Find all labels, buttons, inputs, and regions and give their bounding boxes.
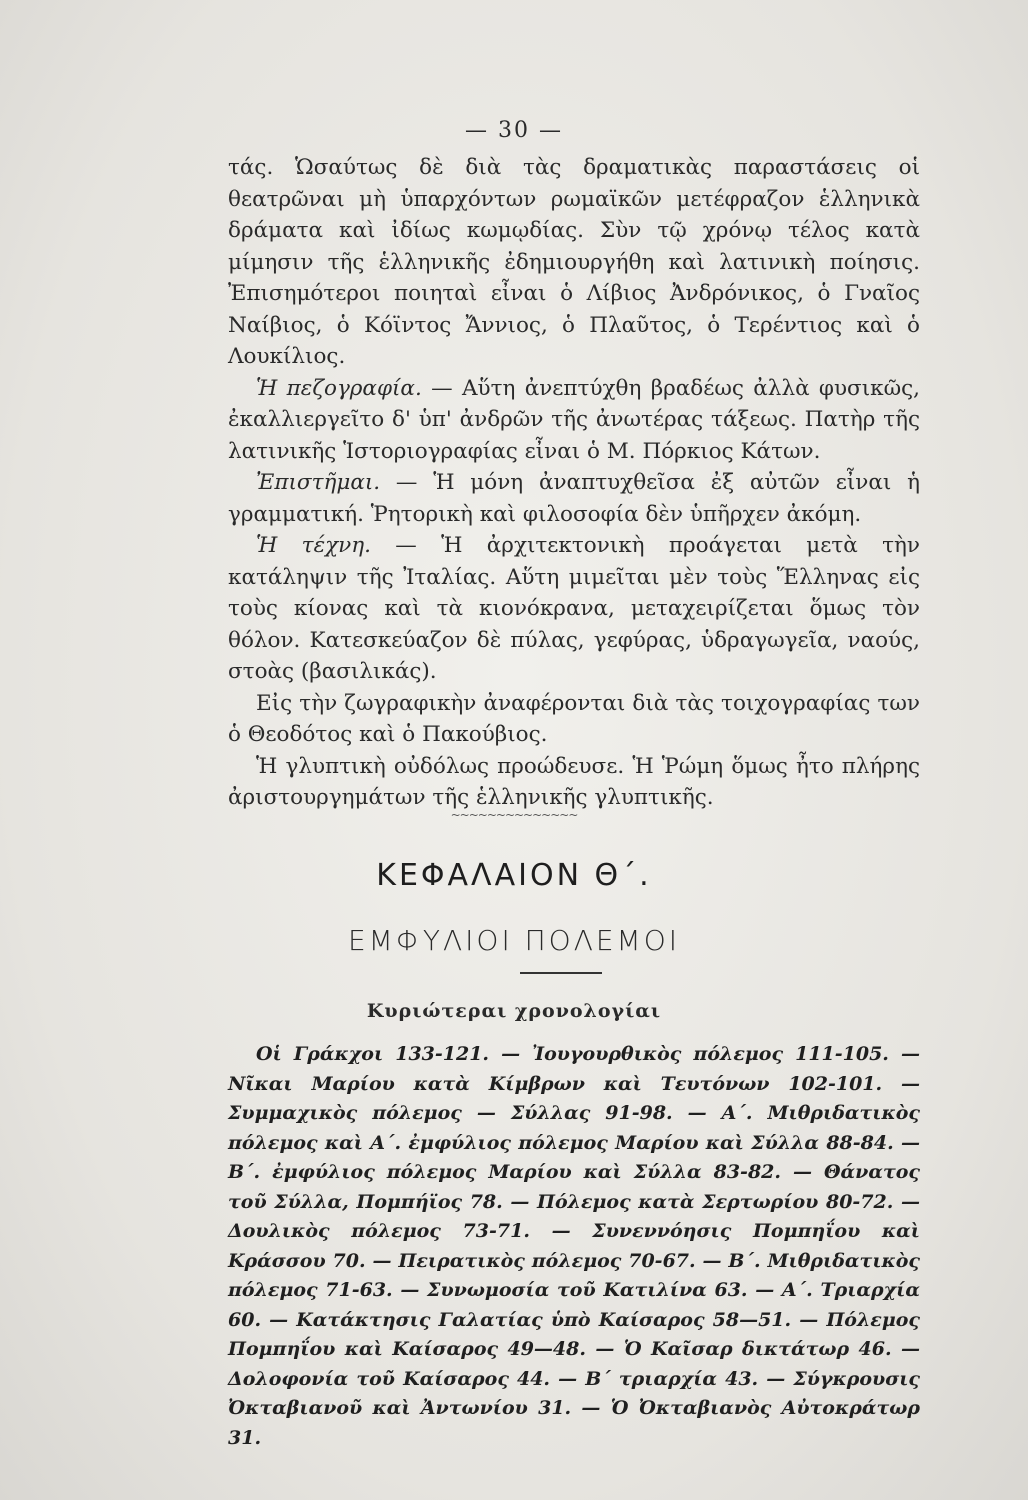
separator-ornament: ~~~~~~~~~~~~~~ [450,808,578,822]
paragraph-text: — Αὕτη ἀνεπτύχθη βραδέως ἀλλὰ φυσικῶς, ἐκαλλιεργεῖτο δ' ὑπ' ἀνδρῶν τῆς ἀνωτέρας τάξεως. Πατὴρ τῆς λατινικῆς Ἱστοριογραφίας εἶναι ὁ Μ. Πόρκιος Κάτων. [228,375,920,464]
divider [520,972,602,974]
paragraph-art [228,530,920,688]
paragraph-prose [228,373,920,468]
page-number: — 30 — [465,118,563,143]
chronology-title: Κυριώτεραι χρονολογίαι [366,1000,662,1022]
chronology-block [228,1040,920,1453]
body-text [228,152,920,814]
paragraph-text: — Ἡ μόνη ἀναπτυχθεῖσα ἐξ αὐτῶν εἶναι ἡ γραμματική. Ῥητορικὴ καὶ φιλοσοφία δὲν ὑπῆρχεν ἀκόμη. [228,470,920,527]
paragraph-sciences [228,467,920,530]
chapter-subtitle: ΕΜΦΥΛΙΟΙ ΠΟΛΕΜΟΙ [347,924,681,957]
section-lead: Ἡ τέχνη. [256,533,371,558]
section-lead: Ἡ πεζογραφία. [256,375,422,401]
chapter-title: ΚΕΦΑΛΑΙΟΝ Θ΄. [376,858,652,893]
paragraph-text: — Ἡ ἀρχιτεκτονικὴ προάγεται μετὰ τὴν κατάληψιν τῆς Ἰταλίας. Αὕτη μιμεῖται μὲν τοὺς Ἕλληνας εἰς τοὺς κίονας καὶ τὰ κιονόκρανα, μεταχειρίζεται ὅμως τὸν θόλον. Κατεσκεύαζον δὲ πύλας, γεφύρας, ὑδραγωγεῖα, ναούς, στοὰς (βασιλικάς). [228,533,920,684]
chronology-text: Οἱ Γράκχοι 133-121. — Ἰουγουρθικὸς πόλεμος 111-105. — Νῖκαι Μαρίου κατὰ Κίμβρων καὶ Τευτόνων 102-101. — Συμμαχικὸς πόλεμος — Σύλλας 91-98. — Α΄. Μιθριδατικὸς πόλεμος καὶ Α΄. ἐμφύλιος πόλεμος Μαρίου καὶ Σύλλα 88-84. — Β΄. ἐμφύλιος πόλεμος Μαρίου καὶ Σύλλα 83-82. — Θάνατος τοῦ Σύλλα, Πομπήϊος 78. — Πόλεμος κατὰ Σερτωρίου 80-72. — Δουλικὸς πόλεμος 73-71. — Συνεννόησις Πομπηΐου καὶ Κράσσου 70. — Πειρατικὸς πόλεμος 70-67. — Β΄. Μιθριδατικὸς πόλεμος 71-63. — Συνωμοσία τοῦ Κατιλίνα 63. — Α΄. Τριαρχία 60. — Κατάκτησις Γαλατίας ὑπὸ Καίσαρος 58—51. — Πόλεμος Πομπηΐου καὶ Καίσαρος 49—48. — Ὁ Καῖσαρ δικτάτωρ 46. — Δολοφονία τοῦ Καίσαρος 44. — Β΄ τριαρχία 43. — Σύγκρουσις Ὀκταβιανοῦ καὶ Ἀντωνίου 31. — Ὁ Ὀκταβιανὸς Αὐτοκράτωρ 31. [228,1043,920,1449]
paragraph-poetry: τάς. Ὡσαύτως δὲ διὰ τὰς δραματικὰς παραστάσεις οἱ θεατρῶναι μὴ ὑπαρχόντων ρωμαϊκῶν μετέφραζον ἑλληνικὰ δράματα καὶ ἰδίως κωμῳδίας. Σὺν τῷ χρόνῳ τέλος κατὰ μίμησιν τῆς ἑλληνικῆς ἐδημιουργήθη καὶ λατινικὴ ποίησις. Ἐπισημότεροι ποιηταὶ εἶναι ὁ Λίβιος Ἀνδρόνικος, ὁ Γναῖος Ναίβιος, ὁ Κόϊντος Ἄννιος, ὁ Πλαῦτος, ὁ Τερέντιος καὶ ὁ Λουκίλιος. [228,155,920,369]
paragraph-sculpture: Ἡ γλυπτικὴ οὐδόλως προώδευσε. Ἡ Ῥώμη ὅμως ἦτο πλήρης ἀριστουργημάτων τῆς ἑλληνικῆς γλυπτικῆς. [228,753,920,810]
paragraph-painting: Εἰς τὴν ζωγραφικὴν ἀναφέρονται διὰ τὰς τοιχογραφίας των ὁ Θεοδότος καὶ ὁ Πακούβιος. [228,690,920,747]
section-lead: Ἐπιστῆμαι. [256,470,381,495]
